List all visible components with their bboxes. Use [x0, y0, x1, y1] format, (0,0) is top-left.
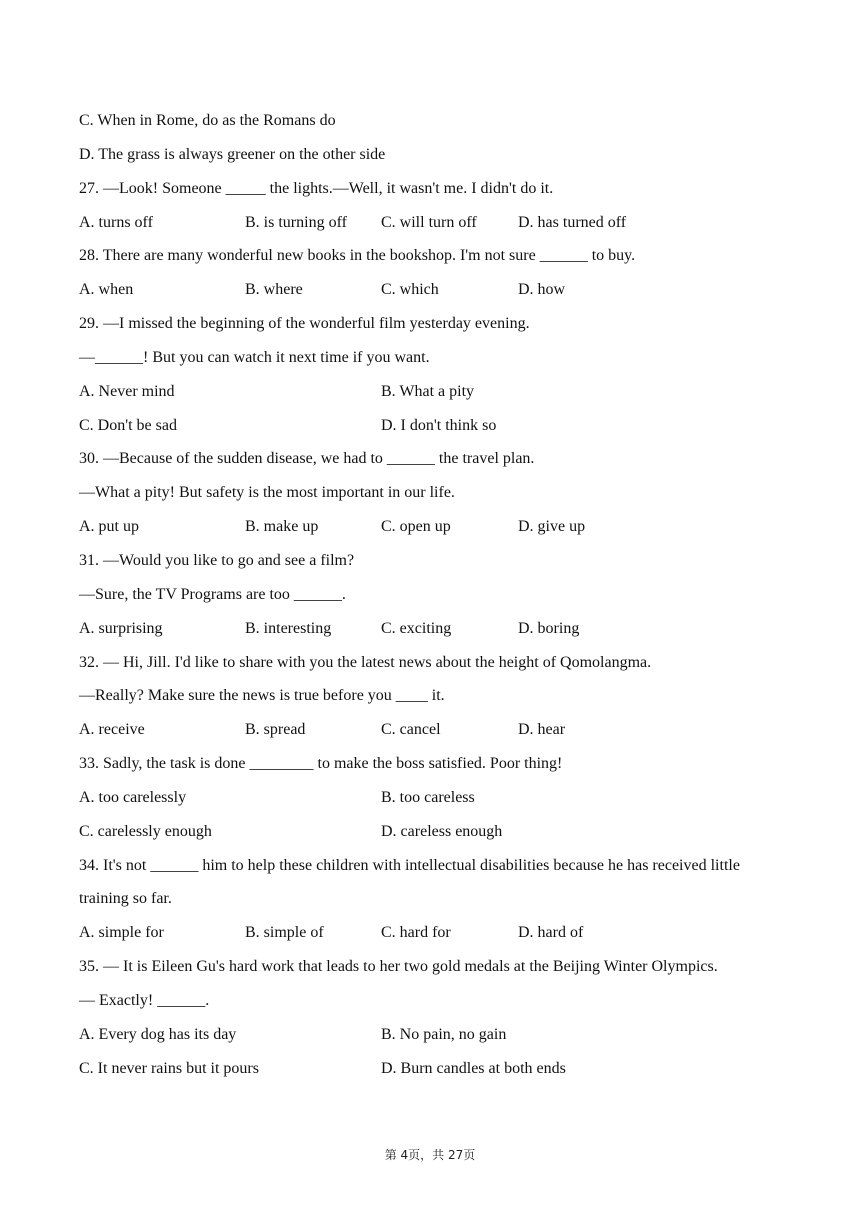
- text-line: 28. There are many wonderful new books in the bookshop. I'm not sure ______ to buy.: [79, 247, 636, 265]
- answer-option: A. simple for: [79, 924, 164, 942]
- answer-option: A. turns off: [79, 213, 153, 231]
- option-row: [79, 612, 789, 646]
- option-row: [79, 409, 789, 443]
- text-line: 32. — Hi, Jill. I'd like to share with you the latest news about the height of Qomolangma.: [79, 653, 652, 671]
- text-line: D. The grass is always greener on the other side: [79, 145, 386, 163]
- answer-option: D. hard of: [518, 924, 584, 942]
- answer-option: B. simple of: [245, 924, 324, 942]
- page-footer: 第 4页，共 27页: [384, 1148, 476, 1162]
- text-line: 31. —Would you like to go and see a film?: [79, 551, 355, 569]
- text-line: 29. —I missed the beginning of the wonderful film yesterday evening.: [79, 315, 530, 333]
- answer-option: D. how: [518, 281, 566, 299]
- answer-option: A. receive: [79, 721, 145, 739]
- answer-option: B. interesting: [245, 619, 332, 637]
- answer-option: C. open up: [381, 518, 451, 536]
- text-line: —Sure, the TV Programs are too ______.: [79, 585, 346, 603]
- option-row: [79, 1018, 789, 1052]
- option-row: [79, 916, 789, 950]
- answer-option: D. has turned off: [518, 213, 627, 231]
- answer-option: D. I don't think so: [381, 416, 497, 434]
- answer-option: B. where: [245, 281, 303, 299]
- option-row: [79, 375, 789, 409]
- answer-option: A. when: [79, 281, 134, 299]
- text-line: —______! But you can watch it next time if you want.: [79, 348, 430, 366]
- answer-option: B. spread: [245, 721, 306, 739]
- answer-option: A. put up: [79, 518, 139, 536]
- answer-option: D. hear: [518, 721, 566, 739]
- option-row: [79, 781, 789, 815]
- option-row: [79, 1052, 789, 1086]
- answer-option: D. give up: [518, 518, 586, 536]
- option-row: [79, 815, 789, 849]
- text-line: 34. It's not ______ him to help these children with intellectual disabilities because he has received little: [79, 856, 740, 874]
- answer-option: A. surprising: [79, 619, 163, 637]
- answer-option: C. hard for: [381, 924, 451, 942]
- option-row: [79, 206, 789, 240]
- question-content: [79, 104, 789, 1085]
- answer-option: C. will turn off: [381, 213, 477, 231]
- answer-option: B. too careless: [381, 788, 475, 806]
- answer-option: B. make up: [245, 518, 319, 536]
- answer-option: D. boring: [518, 619, 580, 637]
- text-line: — Exactly! ______.: [79, 991, 210, 1009]
- answer-option: A. too carelessly: [79, 788, 187, 806]
- text-line: —What a pity! But safety is the most important in our life.: [79, 484, 455, 502]
- answer-option: B. is turning off: [245, 213, 347, 231]
- answer-option: A. Never mind: [79, 382, 175, 400]
- text-line: C. When in Rome, do as the Romans do: [79, 112, 336, 129]
- answer-option: C. cancel: [381, 721, 441, 739]
- answer-option: D. Burn candles at both ends: [381, 1059, 566, 1077]
- answer-option: A. Every dog has its day: [79, 1025, 237, 1043]
- text-line: 35. — It is Eileen Gu's hard work that leads to her two gold medals at the Beijing Winter Olympics.: [79, 958, 718, 976]
- answer-option: C. carelessly enough: [79, 822, 212, 840]
- text-line: 33. Sadly, the task is done ________ to make the boss satisfied. Poor thing!: [79, 755, 563, 773]
- answer-option: C. Don't be sad: [79, 416, 177, 434]
- answer-option: D. careless enough: [381, 822, 503, 840]
- option-row: [79, 510, 789, 544]
- answer-option: B. No pain, no gain: [381, 1025, 507, 1043]
- option-row: [79, 273, 789, 307]
- text-line: 27. —Look! Someone _____ the lights.—Well, it wasn't me. I didn't do it.: [79, 179, 554, 197]
- text-line: training so far.: [79, 890, 172, 908]
- text-line: —Really? Make sure the news is true before you ____ it.: [79, 687, 445, 705]
- answer-option: C. exciting: [381, 619, 452, 637]
- answer-option: C. which: [381, 281, 439, 299]
- answer-option: C. It never rains but it pours: [79, 1059, 259, 1077]
- answer-option: B. What a pity: [381, 382, 475, 400]
- text-line: 30. —Because of the sudden disease, we had to ______ the travel plan.: [79, 450, 535, 468]
- option-row: [79, 713, 789, 747]
